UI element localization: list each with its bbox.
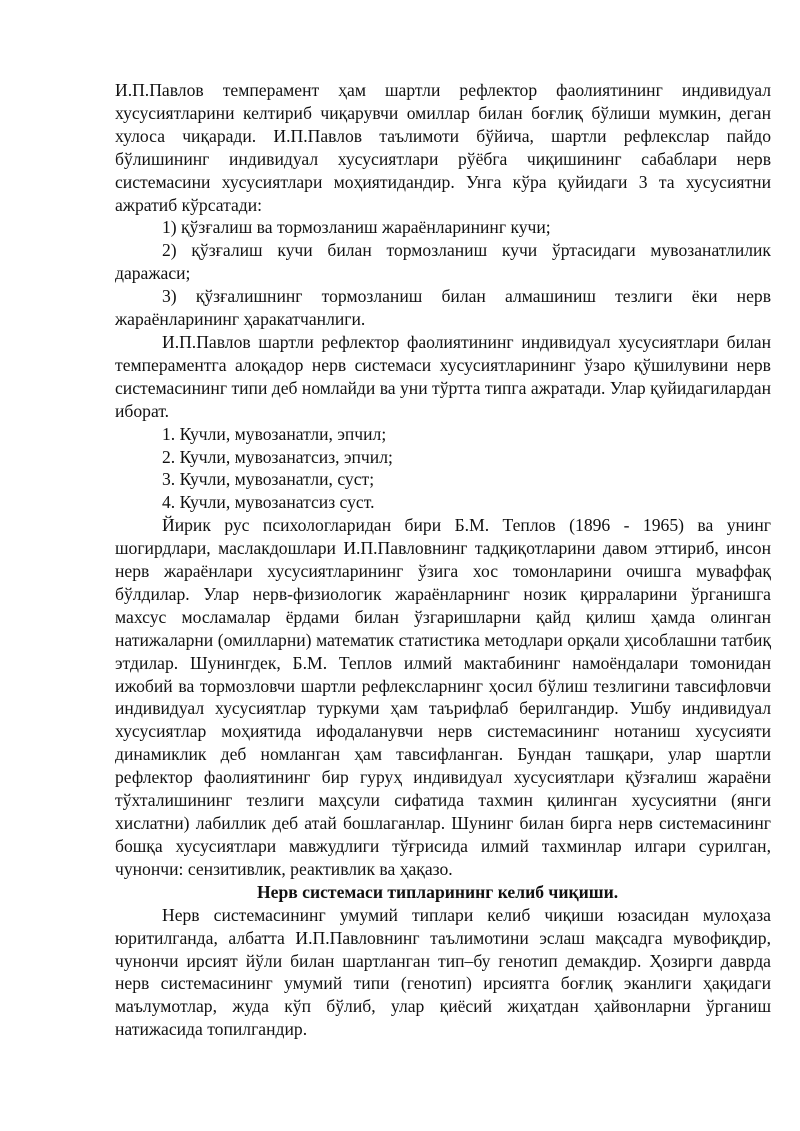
type-item-4: 4. Кучли, мувозанатсиз суст.	[162, 492, 375, 513]
paragraph-origin: Нерв системасининг умумий типлари келиб чиқиши юзасидан мулоҳаза юритилганда, албатта И.П.Павловнинг таълимотини эслаш мақсадга мувофиқдир, чунончи ирсият йўли билан шартланган тип–бу генотип демакдир. Ҳозирги даврда нерв системасининг умумий типи (генотип) ирсиятга боғлиқ эканлиги ҳақидаги маълумотлар, жуда кўп бўлиб, улар қиёсий жиҳатдан ҳайвонларни ўрганиш натижасида топилгандир.	[115, 904, 771, 1040]
type-item-3: 3. Кучли, мувозанатли, суст;	[162, 469, 375, 490]
paragraph-teplov: Йирик рус психологларидан бири Б.М. Теплов (1896 - 1965) ва унинг шогирдлари, маслакдошлари И.П.Павловнинг тадқиқотларини давом эттириб, инсон нерв жараёнлари хусусиятларининг ўзига хос томонларини очишга муваффақ бўлдилар. Улар нерв-физиологик жараёнларнинг нозик қирраларини ўрганишга махсус мосламалар ёрдами билан ўзгаришларни қайд қилиш ҳамда олинган натижаларни (омилларни) математик статистика методлари орқали ҳисоблашни татбиқ этдилар. Шунингдек, Б.М. Теплов илмий мактабининг намоёндалари томонидан ижобий ва тормозловчи шартли рефлексларнинг ҳосил бўлиш тезлигини тавсифловчи индивидуал хусусиятлар туркуми ҳам таърифлаб берилгандир. Ушбу индивидуал хусусиятлар моҳиятида ифодаланувчи нерв системасининг нотаниш хусусияти динамиклик деб номланган ҳам тавсифланган. Бундан ташқари, улар шартли рефлектор фаолиятининг бир гуруҳ индивидуал хусусиятлари қўзғалиш жараёни тўхталишининг тезлиги маҳсули сифатида тахмин қилинган хусусиятни (янги хислатни) лабиллик деб атай бошлаганлар. Шунинг билан бирга нерв системасининг бошқа хусусиятлари мавжудлиги тўғрисида илмий тахминлар илгари сурилган, чунончи: сензитивлик, реактивлик ва ҳақазо.	[115, 515, 771, 879]
type-item-1: 1. Кучли, мувозанатли, эпчил;	[162, 423, 387, 444]
list-item-1: 1) қўзғалиш ва тормозланиш жараёнларининг кучи;	[162, 217, 551, 238]
document-page	[115, 79, 771, 1041]
paragraph-types: И.П.Павлов шартли рефлектор фаолиятининг индивидуал хусусиятлари билан темпераментга алоқадор нерв системаси хусусиятларининг ўзаро қўшилувини нерв системасининг типи деб номлайди ва уни тўртта типга ажратади. Улар қуйидагилардан иборат.	[115, 331, 771, 421]
list-item-3: 3) қўзғалишнинг тормозланиш билан алмашиниш тезлиги ёки нерв жараёнларининг ҳаракатчанлиги.	[115, 286, 771, 330]
list-item-2: 2) қўзғалиш кучи билан тормозланиш кучи ўртасидаги мувозанатлилик даражаси;	[115, 240, 771, 284]
section-heading: Нерв системаси типларининг келиб чиқиши.	[257, 881, 619, 902]
paragraph-intro: И.П.Павлов темперамент ҳам шартли рефлектор фаолиятининг индивидуал хусусиятларини келтириб чиқарувчи омиллар билан боғлиқ бўлиши мумкин, деган хулоса чиқаради. И.П.Павлов таълимоти бўйича, шартли рефлекслар пайдо бўлишининг индивидуал хусусиятлари рўёбга чиқишининг сабаблари нерв системасини хусусиятлари моҳиятидандир. Унга кўра қуйидаги 3 та хусусиятни ажратиб кўрсатади:	[115, 80, 771, 215]
type-item-2: 2. Кучли, мувозанатсиз, эпчил;	[162, 446, 393, 467]
